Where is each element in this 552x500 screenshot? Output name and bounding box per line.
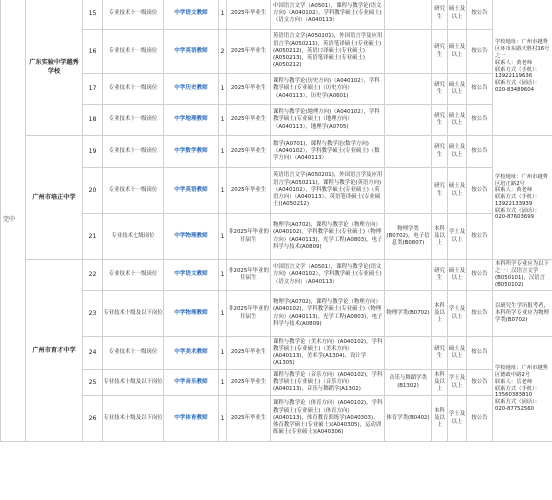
education-cell: 研究生: [432, 74, 448, 105]
education-cell: 本科及以上: [432, 370, 448, 396]
undergrad-major-cell: 体育学类(B0402): [385, 396, 432, 442]
post-level-cell: 专业技术十一级岗位: [103, 337, 164, 370]
headcount-cell: 1: [219, 74, 227, 105]
post-level-cell: 专业技术十级及以下岗位: [103, 396, 164, 442]
recruit-method-cell: 按公告: [467, 105, 493, 136]
post-level-cell: 专业技术十一级岗位: [103, 260, 164, 291]
subject-cell: 中学音乐教师: [164, 370, 219, 396]
school-name-cell: 广州市培正中学: [26, 136, 83, 260]
candidate-source-cell: 2025年毕业生: [227, 396, 271, 442]
recruit-method-cell: 按公告: [467, 396, 493, 442]
undergrad-major-cell: [385, 136, 432, 168]
recruit-method-cell: 按公告: [467, 136, 493, 168]
subject-cell: 中学数学教师: [164, 136, 219, 168]
undergrad-major-cell: [385, 30, 432, 74]
headcount-cell: 1: [219, 260, 227, 291]
degree-cell: 学士及以上: [448, 291, 467, 337]
graduate-major-cell: 物理学(A0702)，课程与教学论（物理方向）(A040102)，学科教学硕士(专业硕士)（物理方向）(A040113)，光学工程(A0803)，电子科学与技术(A0809): [271, 291, 385, 337]
candidate-source-cell: 2025年毕业生: [227, 136, 271, 168]
headcount-cell: 1: [219, 168, 227, 214]
notes-cell: 本科所学专业应为以下之一：汉语言文学(B050101)，汉语言(B050102): [493, 260, 552, 291]
table-row: [1, 396, 552, 442]
post-level-cell: 专业技术十一级岗位: [103, 105, 164, 136]
row-number-cell: 16: [83, 30, 103, 74]
post-level-cell: 专业技术十一级岗位: [103, 0, 164, 30]
education-cell: 本科及以上: [432, 291, 448, 337]
post-level-cell: 专业技术七级岗位: [103, 214, 164, 260]
degree-cell: 学士及以上: [448, 370, 467, 396]
subject-cell: 中学英语教师: [164, 30, 219, 74]
education-cell: 研究生: [432, 168, 448, 214]
undergrad-major-cell: [385, 105, 432, 136]
school-contact-cell: 学校地址：广州市越秀区环市东路天胜村16号之一 联系人：黄老师 联系方式（手机）：13922119636 联系方式（固话）：020-83489604: [493, 0, 552, 136]
school-contact-cell: 学校地址：广州市越秀区德政中路2号 联系人：岳老师 联系方式（手机）：13560383810 联系方式（固话）：020-87752560: [493, 337, 552, 442]
school-name-cell: 广东实验中学越秀学校: [26, 0, 83, 136]
subject-cell: 中学历史教师: [164, 74, 219, 105]
recruit-method-cell: 按公告: [467, 0, 493, 30]
row-number-cell: 22: [83, 260, 103, 291]
table-row: [1, 74, 552, 105]
degree-cell: 学士及以上: [448, 214, 467, 260]
degree-cell: 硕士及以上: [448, 168, 467, 214]
recruit-method-cell: 按公告: [467, 214, 493, 260]
graduate-major-cell: 英语语言文学(A050201)，外国语言学及应用语言学(A050211)，课程与教学论(英语方向)（A040102），学科教学硕士(专业硕士)（英语方向）（A040113），英语笔译硕士(专业硕士)(A050212): [271, 168, 385, 214]
recruit-method-cell: 按公告: [467, 291, 493, 337]
school-contact-cell: 学校地址：广州市越秀区培正路2号 联系人：黄老师 联系方式（手机）：13922133939 联系方式（固话）：020-87603699: [493, 136, 552, 260]
education-cell: 研究生: [432, 136, 448, 168]
headcount-cell: 1: [219, 136, 227, 168]
headcount-cell: 1: [219, 214, 227, 260]
row-number-cell: 23: [83, 291, 103, 337]
undergrad-major-cell: [385, 0, 432, 30]
graduate-major-cell: 中国语言文学（A0501），课程与教学论(语文方向)（A040102），学科教学硕士(专业硕士)（语文方向）（A040113）: [271, 0, 385, 30]
degree-cell: 硕士及以上: [448, 105, 467, 136]
undergrad-major-cell: 物理学类(B0702): [385, 291, 432, 337]
table-row: [1, 0, 552, 30]
school-name-cell: 广州市育才中学: [26, 260, 83, 442]
post-level-cell: 专业技术十一级岗位: [103, 30, 164, 74]
row-number-cell: 21: [83, 214, 103, 260]
row-number-cell: 20: [83, 168, 103, 214]
graduate-major-cell: 英语语言文学(A050201)，外国语言学及应用语言学(A050211)，英语笔译硕士(专业硕士)(A050212)，英语口译硕士(专业硕士)(A050213)，英语笔译硕士(专业硕士)(A050212): [271, 30, 385, 74]
subject-cell: 中学美术教师: [164, 337, 219, 370]
education-cell: 研究生: [432, 105, 448, 136]
post-level-cell: 专业技术十一级岗位: [103, 74, 164, 105]
graduate-major-cell: 课程与教学论(地理方向)（A040102），学科教学硕士(专业硕士)（地理方向）（A040113），地理学(A0705): [271, 105, 385, 136]
subject-cell: 中学语文教师: [164, 260, 219, 291]
degree-cell: 硕士及以上: [448, 260, 467, 291]
subject-cell: 中学地理教师: [164, 105, 219, 136]
undergrad-major-cell: [385, 168, 432, 214]
undergrad-major-cell: [385, 337, 432, 370]
table-row: [1, 291, 552, 337]
degree-cell: 学士及以上: [448, 396, 467, 442]
row-number-cell: 26: [83, 396, 103, 442]
row-number-cell: 25: [83, 370, 103, 396]
recruit-method-cell: 按公告: [467, 168, 493, 214]
table-row: [1, 105, 552, 136]
degree-cell: 硕士及以上: [448, 74, 467, 105]
row-number-cell: 24: [83, 337, 103, 370]
table-row: [1, 337, 552, 370]
headcount-cell: 1: [219, 370, 227, 396]
recruit-method-cell: 按公告: [467, 74, 493, 105]
table-row: [1, 30, 552, 74]
post-level-cell: 专业技术十一级岗位: [103, 136, 164, 168]
headcount-cell: 1: [219, 0, 227, 30]
education-cell: 研究生: [432, 260, 448, 291]
candidate-source-cell: 2025年毕业生: [227, 168, 271, 214]
row-number-cell: 15: [83, 0, 103, 30]
undergrad-major-cell: [385, 74, 432, 105]
recruit-method-cell: 按公告: [467, 370, 493, 396]
headcount-cell: 1: [219, 105, 227, 136]
graduate-major-cell: 物理学(A0702)，课程与教学论（物理方向）(A040102)，学科教学硕士(专业硕士)（物理方向）(A040113)，光学工程(A0803)，电子科学与技术(A0809): [271, 214, 385, 260]
graduate-major-cell: 课程与教学论（体育方向）(A040102)，学科教学硕士(专业硕士)（体育方向）(A040113)，体育教育训练学(A040303)，体育教学硕士(专业硕士)(A040305)，运动训练硕士(专业硕士)(A040306): [271, 396, 385, 442]
headcount-cell: 1: [219, 396, 227, 442]
subject-cell: 中学物理教师: [164, 291, 219, 337]
headcount-cell: 1: [219, 337, 227, 370]
subject-cell: 中学物理教师: [164, 214, 219, 260]
graduate-major-cell: 数学(A0701)，课程与教学论(数学方向)（A040102），学科教学硕士(专业硕士)（数学方向）（A040113）: [271, 136, 385, 168]
post-level-cell: 专业技术十级及以下岗位: [103, 370, 164, 396]
row-number-cell: 19: [83, 136, 103, 168]
degree-cell: 硕士及以上: [448, 30, 467, 74]
graduate-major-cell: 课程与教学论（美术方向）(A040102)，学科教学硕士(专业硕士)（美术方向）(A040113)，美术学(A1304)，设计学(A1305): [271, 337, 385, 370]
undergrad-major-cell: 音乐与舞蹈学类(B1302): [385, 370, 432, 396]
recruit-method-cell: 按公告: [467, 260, 493, 291]
candidate-source-cell: 非2025年毕业的往届生: [227, 260, 271, 291]
education-cell: 研究生: [432, 337, 448, 370]
candidate-source-cell: 2025年毕业生: [227, 337, 271, 370]
recruit-method-cell: 按公告: [467, 337, 493, 370]
row-number-cell: 17: [83, 74, 103, 105]
candidate-source-cell: 2025年毕业生: [227, 30, 271, 74]
graduate-major-cell: 中国语言文学（A0501），课程与教学论(语文方向)（A040102），学科教学硕士(专业硕士)（语文方向）（A040113）: [271, 260, 385, 291]
degree-cell: 硕士及以上: [448, 337, 467, 370]
education-cell: 研究生: [432, 0, 448, 30]
candidate-source-cell: 非2025年毕业的往届生: [227, 214, 271, 260]
graduate-major-cell: 课程与教学论（音乐方向）(A040102)，学科教学硕士(专业硕士)（音乐方向）(A040113)，音乐与舞蹈学(A1302): [271, 370, 385, 396]
undergrad-major-cell: [385, 260, 432, 291]
headcount-cell: 2: [219, 30, 227, 74]
education-cell: 本科及以上: [432, 396, 448, 442]
graduate-major-cell: 课程与教学论(历史方向)（A040102），学科教学硕士(专业硕士)（历史方向）（A040113），历史学(A0601): [271, 74, 385, 105]
candidate-source-cell: 2025年毕业生: [227, 105, 271, 136]
subject-cell: 中学英语教师: [164, 168, 219, 214]
candidate-source-cell: 2025年毕业生: [227, 0, 271, 30]
subject-cell: 中学语文教师: [164, 0, 219, 30]
table-row: [1, 260, 552, 291]
table-row: [1, 370, 552, 396]
candidate-source-cell: 非2025年毕业的往届生: [227, 291, 271, 337]
recruit-method-cell: 按公告: [467, 30, 493, 74]
degree-cell: 硕士及以上: [448, 0, 467, 30]
row-number-cell: 18: [83, 105, 103, 136]
candidate-source-cell: 2025年毕业生: [227, 74, 271, 105]
undergrad-major-cell: 物理学类(B0702)，电子信息类(B0807): [385, 214, 432, 260]
education-cell: 本科及以上: [432, 214, 448, 260]
notes-cell: 以研究生学历报考者，本科所学专业应为物理学类(B0702): [493, 291, 552, 337]
post-level-cell: 专业技术十一级岗位: [103, 168, 164, 214]
table-row: [1, 214, 552, 260]
post-level-cell: 专业技术十级及以下岗位: [103, 291, 164, 337]
candidate-source-cell: 2025年毕业生: [227, 370, 271, 396]
headcount-cell: 1: [219, 291, 227, 337]
education-cell: 研究生: [432, 30, 448, 74]
table-row: [1, 168, 552, 214]
table-row: [1, 136, 552, 168]
degree-cell: 硕士及以上: [448, 136, 467, 168]
area-cell: 完中: [1, 0, 26, 442]
subject-cell: 中学体育教师: [164, 396, 219, 442]
